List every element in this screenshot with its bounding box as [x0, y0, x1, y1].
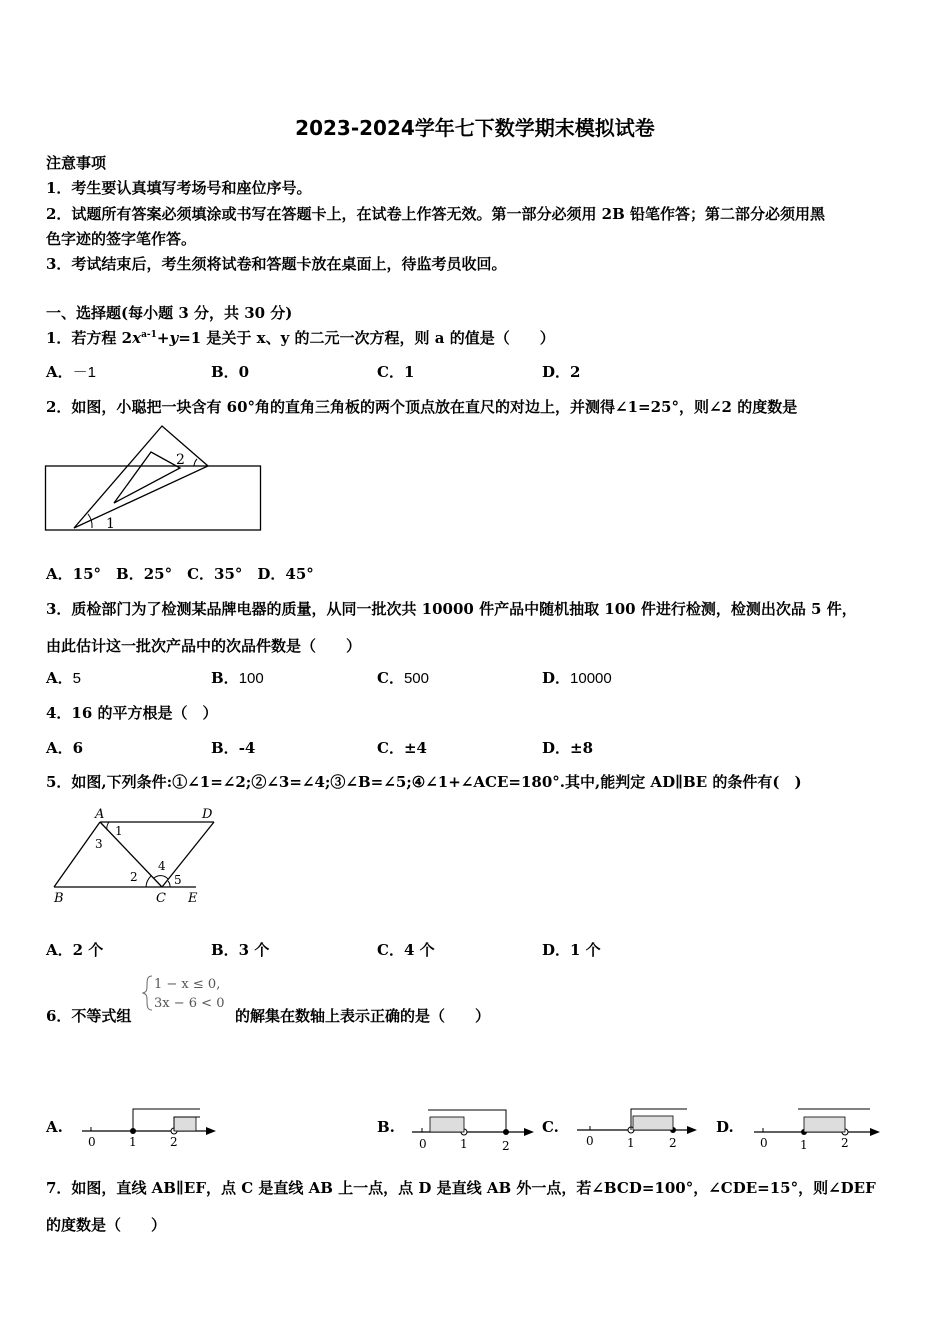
- question-5-stem: 5．如图,下列条件:①∠1=∠2;②∠3=∠4;③∠B=∠5;④∠1+∠ACE=180°.其中,能判定 AD∥BE 的条件有( ): [46, 773, 802, 791]
- q1-plus: +: [156, 329, 170, 347]
- q3-option-c-value: 500: [403, 670, 429, 687]
- q6-option-a-label: A.: [46, 1118, 63, 1136]
- q3-option-b: [211, 667, 264, 688]
- question-4-stem: 4．16 的平方根是（ ）: [46, 704, 218, 722]
- q6-option-c-label: C.: [542, 1118, 559, 1136]
- q4-option-d: [542, 737, 593, 758]
- q4-option-d-value: ±8: [570, 739, 594, 757]
- q2-angle-2-arc: [194, 459, 197, 466]
- q6d-hatch: [804, 1117, 845, 1132]
- question-6-stem-prefix: 6．不等式组: [46, 1007, 132, 1025]
- q5-label-1: 1: [115, 824, 123, 838]
- q6-option-d-number-line: [752, 1102, 887, 1152]
- q6c-tick-label-1: 1: [627, 1136, 635, 1150]
- q2-label-1: 1: [106, 516, 115, 532]
- q3-option-c-label: C．: [377, 669, 404, 687]
- q6d-arrow: [870, 1128, 880, 1136]
- question-1-stem: [46, 327, 555, 348]
- q6b-tick-label-0: 0: [419, 1137, 427, 1151]
- q3-option-b-value: 100: [238, 670, 264, 687]
- q2-ruler: [46, 466, 261, 530]
- page-title: 2023-2024学年七下数学期末模拟试卷: [295, 116, 655, 140]
- q5-label-a: A: [95, 807, 105, 822]
- q5-line-ab: [54, 822, 100, 887]
- q5-label-4: 4: [158, 859, 166, 873]
- q3-option-d-value: 10000: [570, 670, 612, 687]
- q1-var-x: x: [132, 329, 142, 347]
- q5-option-c: C．4 个: [377, 941, 435, 959]
- q6-option-c-number-line: [575, 1102, 705, 1152]
- q6b-arrow: [524, 1128, 534, 1136]
- q6c-arrow: [687, 1126, 697, 1134]
- q6-system-line-1: 1 − x ≤ 0,: [154, 977, 221, 992]
- q6a-arrow: [206, 1127, 216, 1135]
- q4-option-a-label: A．: [46, 739, 73, 757]
- q5-label-5: 5: [174, 873, 182, 887]
- q4-option-c-value: ±4: [403, 739, 427, 757]
- q1-option-a: [46, 361, 96, 382]
- notice-item-2-cont: 色字迹的签字笔作答。: [46, 230, 197, 248]
- q3-option-a-value: 5: [72, 670, 81, 687]
- q3-option-b-label: B．: [211, 669, 239, 687]
- q5-angle-arc-4: [154, 876, 168, 879]
- q1-option-b: B．0: [211, 363, 250, 381]
- notice-item-2: 2．试题所有答案必须填涂或书写在答题卡上，在试卷上作答无效。第一部分必须用 2B 铅笔作答；第二部分必须用黑: [46, 205, 826, 223]
- q3-option-d-label: D．: [542, 669, 571, 687]
- q5-option-a: A．2 个: [46, 941, 104, 959]
- q1-var-y: y: [169, 329, 179, 347]
- question-3-stem-1: 3．质检部门为了检测某品牌电器的质量，从同一批次共 10000 件产品中随机抽取 100 件进行检测，检测出次品 5 件，: [46, 600, 857, 618]
- q1-stem-rest: x、y 的二元一次方程，则 a 的值是（ ）: [256, 329, 555, 347]
- q6-option-a-number-line: [80, 1102, 220, 1152]
- notice-heading: 注意事项: [46, 154, 107, 172]
- q4-option-c: [377, 737, 427, 758]
- question-7-stem-2: 的度数是（ ）: [46, 1216, 167, 1234]
- section-heading: 一、选择题(每小题 3 分，共 30 分): [46, 304, 293, 322]
- q5-label-c: C: [156, 891, 166, 906]
- q6b-tick-label-2: 2: [502, 1139, 510, 1152]
- q3-option-a: [46, 667, 81, 688]
- q1-option-d: D．2: [542, 363, 581, 381]
- q4-option-b-label: B．: [211, 739, 239, 757]
- q3-option-a-label: A．: [46, 669, 73, 687]
- q3-option-d: [542, 667, 612, 688]
- notice-item-1: 1．考生要认真填写考场号和座位序号。: [46, 179, 312, 197]
- q6a-hatch: [174, 1117, 196, 1131]
- q6b-tick-label-1: 1: [460, 1137, 468, 1151]
- q4-option-b-value: -4: [238, 739, 256, 757]
- q3-option-c: [377, 667, 429, 688]
- q6a-tick-label-1: 1: [129, 1135, 137, 1149]
- q6-system-line-2: 3x − 6 < 0: [154, 996, 225, 1011]
- question-2-stem: 2．如图，小聪把一块含有 60°角的直角三角板的两个顶点放在直尺的对边上，并测得∠1=25°，则∠2 的度数是: [46, 398, 798, 416]
- question-3-stem-2: 由此估计这一批次产品中的次品件数是（ ）: [46, 637, 362, 655]
- q1-stem-mid: =1 是关于: [178, 329, 257, 347]
- q6a-tick-label-2: 2: [170, 1135, 178, 1149]
- q6b-hatch: [430, 1117, 464, 1132]
- q2-label-2: 2: [176, 452, 185, 468]
- q5-angle-arc-5: [168, 881, 170, 887]
- q6-brace: [143, 976, 152, 1010]
- q6d-tick-label-1: 1: [800, 1138, 808, 1152]
- q4-option-a: [46, 737, 83, 758]
- q4-option-a-value: 6: [72, 739, 84, 757]
- question-6-stem-suffix: 的解集在数轴上表示正确的是（ ）: [235, 1007, 491, 1025]
- q4-option-b: [211, 737, 255, 758]
- q6c-tick-label-0: 0: [586, 1134, 594, 1148]
- q4-option-c-label: C．: [377, 739, 404, 757]
- q6-inequality-system: [142, 972, 234, 1014]
- q6-option-d-label: D.: [716, 1118, 734, 1136]
- q2-triangle-outer: [74, 426, 208, 528]
- q1-option-a-value: －1: [72, 364, 96, 381]
- q6c-tick-label-2: 2: [669, 1136, 677, 1150]
- q1-option-c: C．1: [377, 363, 415, 381]
- q5-option-d: D．1 个: [542, 941, 601, 959]
- q1-option-a-label: A．: [46, 363, 73, 381]
- q6d-tick-label-0: 0: [760, 1136, 768, 1150]
- q6-option-b-label: B.: [377, 1118, 395, 1136]
- question-7-stem-1: 7．如图，直线 AB∥EF，点 C 是直线 AB 上一点，点 D 是直线 AB 外一点，若∠BCD=100°，∠CDE=15°，则∠DEF: [46, 1179, 876, 1197]
- q5-parallelogram-figure: [46, 802, 226, 910]
- q1-exponent: a-1: [141, 330, 157, 340]
- notice-item-3: 3．考试结束后，考生须将试卷和答题卡放在桌面上，待监考员收回。: [46, 255, 507, 273]
- q5-line-dc: [162, 822, 214, 887]
- q2-ruler-triangle-figure: [44, 424, 266, 534]
- q5-label-d: D: [202, 807, 213, 822]
- q6d-tick-label-2: 2: [841, 1136, 849, 1150]
- q6c-hatch: [633, 1116, 673, 1130]
- q2-options: A．15° B．25° C．35° D．45°: [46, 565, 314, 583]
- q5-option-b: B．3 个: [211, 941, 270, 959]
- q1-stem-prefix: 1．若方程 2: [46, 329, 133, 347]
- q5-label-b: B: [54, 891, 64, 906]
- q5-angle-arc-2: [146, 876, 151, 887]
- q5-label-2: 2: [130, 870, 138, 884]
- q5-angle-arc-1: [107, 822, 109, 830]
- q6-option-b-number-line: [410, 1102, 540, 1152]
- q5-label-e: E: [188, 891, 198, 906]
- q4-option-d-label: D．: [542, 739, 571, 757]
- q2-triangle-inner: [114, 452, 180, 503]
- q5-label-3: 3: [95, 837, 103, 851]
- q6a-tick-label-0: 0: [88, 1135, 96, 1149]
